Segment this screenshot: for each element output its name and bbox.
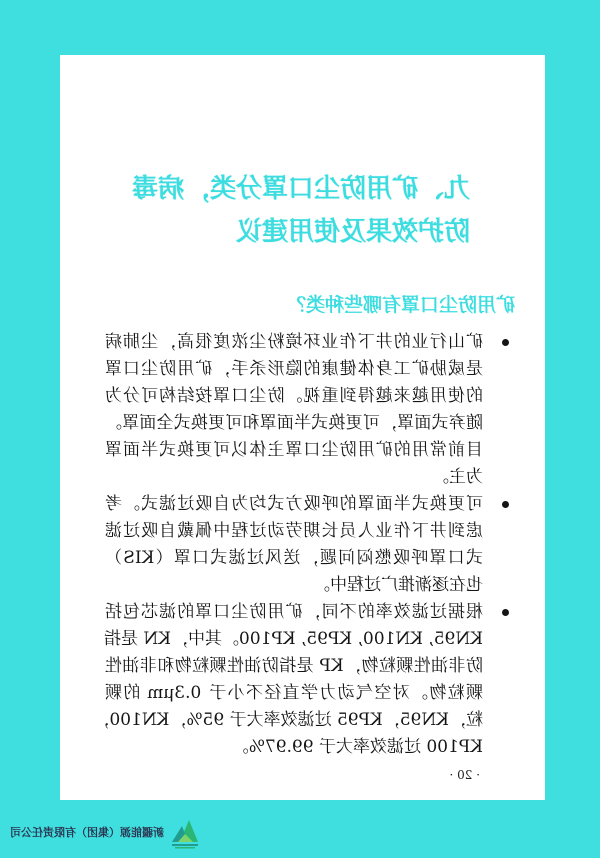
text-line: 颗粒物。对空气动力学直径不小于 0.3μm 的颗 — [105, 683, 483, 703]
text-line: 防非油性颗粒物，KP 是指防油性颗粒物和非油性 — [105, 656, 483, 676]
bullet-list — [92, 329, 483, 761]
section-title-line-2: 防护效果及使用建议 — [235, 217, 470, 247]
bullet-dot — [502, 339, 509, 346]
section-title — [132, 168, 470, 254]
text-line: 随弃式面罩，可更换式半面罩和可更换式全面罩。 — [105, 413, 483, 433]
text-line: 为主。 — [432, 467, 483, 487]
text-line: 也在逐渐推广过程中。 — [313, 575, 483, 595]
bullet-dot — [502, 501, 509, 508]
text-line: KP100 过滤效率大于 99.97%。 — [231, 737, 483, 757]
text-line: 式口罩呼吸憋闷问题，送风过滤式口罩（KIS） — [105, 548, 483, 568]
text-line: 可更换式半面罩的呼吸方式均为自吸过滤式。考 — [105, 494, 483, 514]
company-logo-icon — [168, 812, 202, 850]
bullet-dot — [502, 609, 509, 616]
section-title-line-1: 九、矿用防尘口罩分类，病毒 — [131, 174, 470, 204]
subheading: 矿用防尘口罩有哪些种类？ — [286, 294, 515, 316]
text-line: 目前常用的矿用防尘口罩主体以可更换式半面罩 — [105, 440, 483, 460]
text-line: 虑到井下作业人员长期劳动过程中佩戴自吸过滤 — [105, 521, 483, 541]
text-line: 矿山行业的井下作业环境粉尘浓度很高，尘肺病 — [105, 332, 483, 352]
bullet-item — [92, 599, 483, 761]
page-number: · 20 · — [449, 768, 480, 782]
text-line: 粒，KN95，KP95 过滤效率大于 95%，KN100， — [92, 710, 483, 730]
text-line: 根据过滤效率的不同，矿用防尘口罩的滤芯包括 — [105, 602, 483, 622]
text-line: 是威胁矿工身体健康的隐形杀手，矿用防尘口罩 — [105, 359, 483, 379]
text-line: 的使用越来越得到重视。防尘口罩按结构可分为 — [105, 386, 483, 406]
company-name: 新疆能源（集团）有限责任公司 — [10, 826, 164, 839]
bullet-item — [105, 329, 483, 491]
bullet-item — [105, 491, 483, 599]
text-line: KN95, KN100, KP95, KP100。其中，KN 是指 — [104, 629, 483, 649]
